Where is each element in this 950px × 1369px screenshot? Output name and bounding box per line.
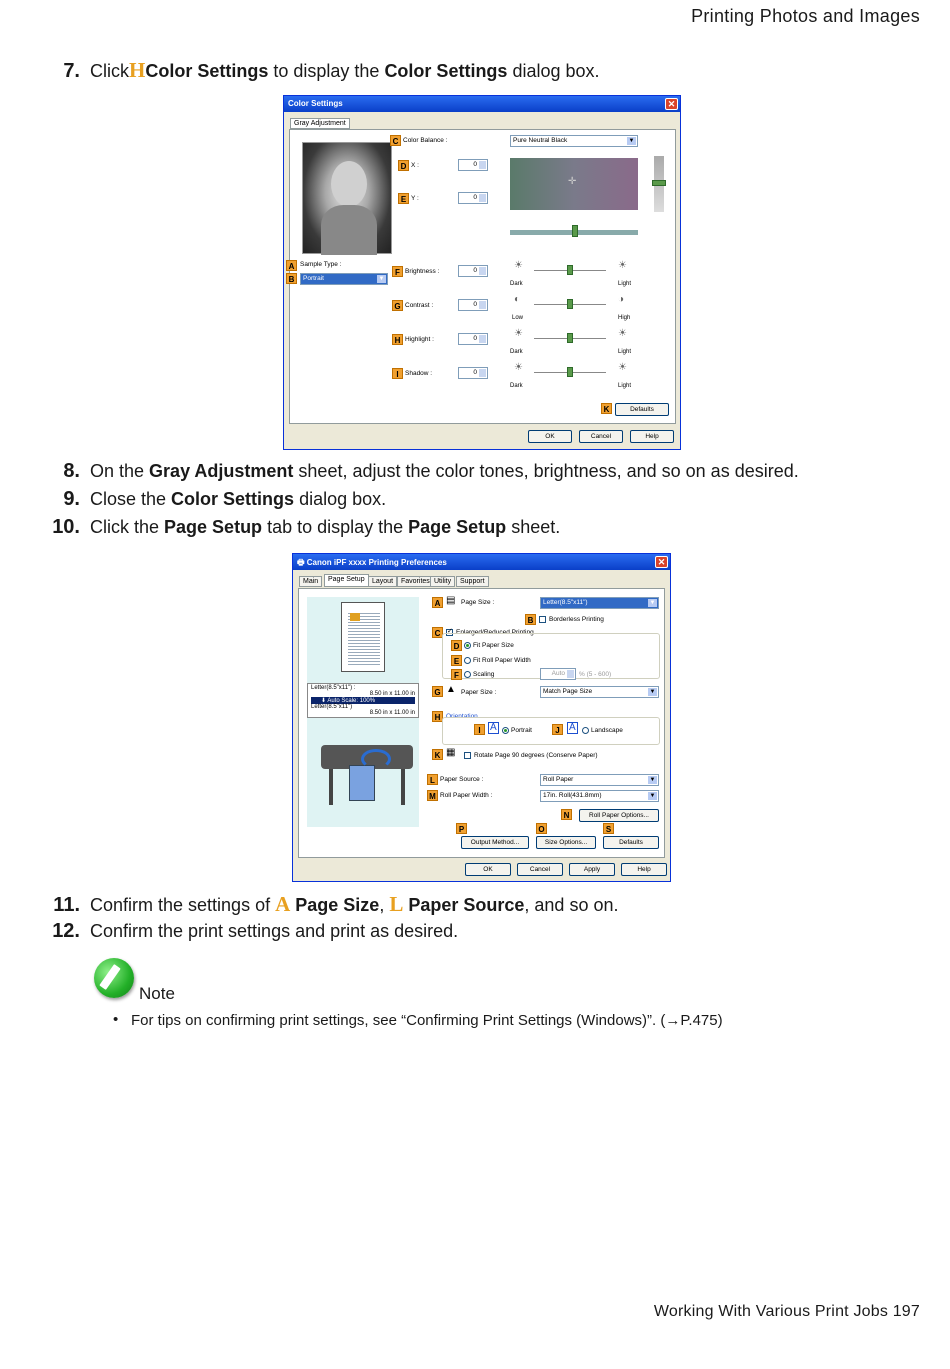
- badge-k: K: [432, 749, 443, 760]
- page-size-label: Page Size :: [461, 599, 495, 606]
- badge-g: G: [392, 300, 403, 311]
- portrait-radio[interactable]: [502, 727, 509, 734]
- note-bullet: •: [113, 1011, 119, 1028]
- step-7: [46, 58, 600, 83]
- ok-button[interactable]: OK: [528, 430, 572, 443]
- badge-n: N: [561, 809, 572, 820]
- tab-utility[interactable]: Utility: [430, 576, 455, 587]
- page-size-icon: ▤: [446, 595, 456, 606]
- vertical-slider[interactable]: [654, 156, 664, 212]
- sun-icon: ☀: [514, 362, 523, 373]
- step-bold: Paper Source: [403, 895, 525, 915]
- step-11: [46, 892, 618, 917]
- step-text: Click the: [90, 517, 165, 537]
- contrast-label: Contrast :: [405, 302, 434, 309]
- printer-illustration: [321, 745, 413, 807]
- callout-mark: H: [129, 58, 146, 82]
- tab-gray-adjustment[interactable]: Gray Adjustment: [290, 118, 350, 129]
- size-options-button[interactable]: Size Options...: [536, 836, 596, 849]
- roll-width-select[interactable]: 17in. Roll(431.8mm) ▼: [540, 790, 659, 802]
- tab-page-setup[interactable]: Page Setup: [324, 574, 369, 587]
- paper-size-label: Paper Size :: [461, 689, 497, 696]
- sun-icon: ☀: [618, 260, 627, 271]
- step-text: , and so on.: [524, 895, 619, 915]
- badge-h: H: [392, 334, 403, 345]
- step-bold: Color Settings: [145, 61, 269, 81]
- light-label: Light: [618, 349, 632, 355]
- step-text: ,: [379, 895, 390, 915]
- brightness-slider[interactable]: [567, 265, 573, 275]
- defaults-button[interactable]: Defaults: [615, 403, 669, 416]
- roll-paper-options-button[interactable]: Roll Paper Options...: [579, 809, 659, 822]
- badge-a: A: [432, 597, 443, 608]
- badge-c: C: [432, 627, 443, 638]
- badge-p: P: [456, 823, 467, 834]
- printer-icon: 🖶: [297, 558, 307, 567]
- paper-source-label: Paper Source :: [440, 776, 484, 783]
- step-number: 10.: [52, 516, 80, 538]
- highlight-spinner[interactable]: 0: [458, 333, 488, 345]
- dialog-title: Color Settings: [288, 99, 343, 108]
- orientation-label: Orientation: [446, 713, 478, 720]
- badge-i: I: [392, 368, 403, 379]
- sample-type-select[interactable]: Portrait ▼: [300, 273, 388, 285]
- brightness-spinner[interactable]: 0: [458, 265, 488, 277]
- step-bold: Page Setup: [164, 517, 263, 537]
- shadow-slider[interactable]: [567, 367, 573, 377]
- badge-d: D: [398, 160, 409, 171]
- contrast-spinner[interactable]: 0: [458, 299, 488, 311]
- preview-info: [307, 683, 419, 718]
- badge-e: E: [451, 655, 462, 666]
- badge-g: G: [432, 686, 443, 697]
- color-balance-label: Color Balance :: [403, 137, 448, 144]
- step-10: [46, 516, 560, 539]
- contrast-high-icon: ◑: [618, 294, 625, 305]
- roll-width-label: Roll Paper Width :: [440, 792, 493, 799]
- fit-paper-label: Fit Paper Size: [473, 642, 514, 649]
- arrow-down-icon: ⬇: [321, 698, 328, 704]
- step-number: 11.: [53, 894, 80, 916]
- preview-size-label: Letter(8.5"x11") :: [311, 685, 356, 691]
- step-text: Confirm the print settings and print as desired.: [90, 921, 459, 941]
- badge-e: E: [398, 193, 409, 204]
- preview-panel: [307, 597, 419, 827]
- badge-f: F: [451, 669, 462, 680]
- badge-d: D: [451, 640, 462, 651]
- badge-l: L: [427, 774, 438, 785]
- step-number: 12.: [52, 920, 80, 942]
- badge-b: B: [525, 614, 536, 625]
- step-number: 9.: [63, 488, 80, 510]
- dialog-title: Canon iPF xxxx Printing Preferences: [306, 558, 447, 567]
- chevron-down-icon: ▼: [649, 689, 656, 695]
- badge-s: S: [603, 823, 614, 834]
- badge-j: J: [552, 724, 563, 735]
- enlarged-label: Enlarged/Reduced Printing: [456, 629, 534, 636]
- sample-photo: [302, 142, 392, 254]
- badge-m: M: [427, 790, 438, 801]
- highlight-slider[interactable]: [567, 333, 573, 343]
- sun-icon: ☀: [514, 260, 523, 271]
- shadow-label: Shadow :: [405, 370, 433, 377]
- step-number: 7.: [63, 60, 80, 82]
- page-preview: [341, 602, 385, 672]
- step-8: [46, 460, 799, 483]
- step-bold: Page Setup: [408, 517, 507, 537]
- gray-adjustment-pane: [289, 129, 676, 424]
- color-settings-dialog: [283, 95, 681, 450]
- step-text: dialog box.: [294, 489, 387, 509]
- apply-button[interactable]: Apply: [569, 863, 615, 876]
- sun-icon: ☀: [618, 362, 627, 373]
- landscape-radio[interactable]: [582, 727, 589, 734]
- page-setup-pane: [298, 588, 665, 858]
- page-footer: Working With Various Print Jobs 197: [653, 1303, 920, 1320]
- badge-i: I: [474, 724, 485, 735]
- chevron-down-icon: ▼: [649, 793, 656, 799]
- preview-output-dimension: 8.50 in x 11.00 in: [369, 710, 415, 716]
- fit-roll-radio[interactable]: [464, 657, 471, 664]
- dark-label: Dark: [510, 281, 523, 287]
- help-button[interactable]: Help: [630, 430, 674, 443]
- auto-scale-label: Auto Scale: 100%: [327, 698, 376, 704]
- sun-icon: ☀: [618, 328, 627, 339]
- chevron-down-icon: ▼: [628, 138, 635, 144]
- cancel-button[interactable]: Cancel: [517, 863, 563, 876]
- running-header: Printing Photos and Images: [691, 6, 920, 26]
- step-bold: Color Settings: [171, 489, 295, 509]
- chevron-down-icon: ▼: [649, 777, 656, 783]
- horizontal-thumb[interactable]: [572, 225, 578, 237]
- fit-roll-label: Fit Roll Paper Width: [473, 657, 531, 664]
- crosshair-icon: ✛: [568, 176, 577, 187]
- step-text: tab to display the: [262, 517, 409, 537]
- sun-icon: ☀: [514, 328, 523, 339]
- step-text: Close the: [90, 489, 172, 509]
- paper-source-select[interactable]: Roll Paper ▼: [540, 774, 659, 786]
- step-text: On the: [90, 461, 150, 481]
- borderless-label: Borderless Printing: [549, 616, 604, 623]
- note-text: For tips on confirming print settings, see “Confirming Print Settings (Windows)”. (→P.475): [131, 1012, 723, 1029]
- ok-button[interactable]: OK: [465, 863, 511, 876]
- landscape-label: Landscape: [591, 727, 623, 734]
- step-text: sheet.: [506, 517, 561, 537]
- step-text: to display the: [268, 61, 385, 81]
- output-method-button[interactable]: Output Method...: [461, 836, 529, 849]
- tab-support[interactable]: Support: [456, 576, 489, 587]
- chevron-down-icon: ▼: [378, 276, 385, 282]
- badge-f: F: [392, 266, 403, 277]
- callout-mark: L: [389, 892, 404, 916]
- step-bold: Gray Adjustment: [149, 461, 294, 481]
- tab-main[interactable]: Main: [299, 576, 322, 587]
- low-label: Low: [512, 315, 524, 321]
- color-balance-select[interactable]: Pure Neutral Black ▼: [510, 135, 638, 147]
- chevron-down-icon: ▼: [649, 600, 656, 606]
- paper-size-icon: ▲: [446, 684, 456, 695]
- scaling-label: Scaling: [473, 671, 495, 678]
- portrait-label: Portrait: [511, 727, 532, 734]
- rotate-checkbox[interactable]: [464, 752, 471, 759]
- badge-c: C: [390, 135, 401, 146]
- contrast-slider[interactable]: [567, 299, 573, 309]
- note-pencil-icon: [94, 958, 134, 998]
- step-text: sheet, adjust the color tones, brightness, and so on as desired.: [293, 461, 799, 481]
- landscape-icon: A: [569, 722, 576, 733]
- contrast-low-icon: ◐: [514, 294, 521, 305]
- shadow-spinner[interactable]: 0: [458, 367, 488, 379]
- step-bold: Color Settings: [384, 61, 508, 81]
- sample-type-label: Sample Type :: [300, 261, 342, 268]
- dark-label: Dark: [510, 383, 523, 389]
- dialog-titlebar: [284, 96, 680, 112]
- light-label: Light: [618, 383, 632, 389]
- auto-scale-row: [311, 697, 415, 704]
- light-label: Light: [618, 281, 632, 287]
- scaling-spinner[interactable]: Auto: [540, 668, 576, 680]
- paper-size-select[interactable]: Match Page Size ▼: [540, 686, 659, 698]
- printing-preferences-dialog: [292, 553, 671, 882]
- dark-label: Dark: [510, 349, 523, 355]
- cancel-button[interactable]: Cancel: [579, 430, 623, 443]
- note-title: Note: [139, 984, 175, 1003]
- high-label: High: [618, 315, 631, 321]
- step-number: 8.: [63, 460, 80, 482]
- step-9: [46, 488, 386, 511]
- fit-paper-radio[interactable]: [464, 642, 471, 649]
- step-text: dialog box.: [507, 61, 600, 81]
- y-label: Y :: [411, 195, 419, 202]
- dialog-titlebar: [293, 554, 670, 570]
- highlight-label: Highlight :: [405, 336, 434, 343]
- step-text: Confirm the settings of: [90, 895, 276, 915]
- rotate-label: Rotate Page 90 degrees (Conserve Paper): [474, 752, 598, 759]
- step-12: [46, 920, 458, 943]
- step-bold: Page Size: [290, 895, 380, 915]
- defaults-button[interactable]: Defaults: [603, 836, 659, 849]
- tab-layout[interactable]: Layout: [368, 576, 397, 587]
- preview-output-label: Letter(8.5"x11"): [311, 704, 353, 710]
- color-balance-grid[interactable]: [510, 158, 638, 210]
- badge-o: O: [536, 823, 547, 834]
- badge-h: H: [432, 711, 443, 722]
- badge-k: K: [601, 403, 612, 414]
- step-text: Click: [90, 61, 129, 81]
- scaling-radio[interactable]: [464, 671, 471, 678]
- tab-favorites[interactable]: Favorites: [397, 576, 434, 587]
- portrait-icon: A: [490, 722, 497, 733]
- scaling-range: % (5 - 600): [579, 671, 612, 678]
- y-spinner[interactable]: 0: [458, 192, 488, 204]
- preview-dimension: 8.50 in x 11.00 in: [369, 691, 415, 697]
- close-icon[interactable]: ✕: [655, 556, 668, 568]
- badge-b: B: [286, 273, 297, 284]
- rotate-icon: ▦: [446, 747, 456, 758]
- callout-mark: A: [275, 892, 291, 916]
- help-button[interactable]: Help: [621, 863, 667, 876]
- enlarged-checkbox[interactable]: ✓: [447, 628, 453, 635]
- close-icon[interactable]: ✕: [665, 98, 678, 110]
- x-spinner[interactable]: 0: [458, 159, 488, 171]
- page-size-select[interactable]: Letter(8.5"x11") ▼: [540, 597, 659, 609]
- borderless-checkbox[interactable]: [539, 616, 546, 623]
- badge-a: A: [286, 260, 297, 271]
- brightness-label: Brightness :: [405, 268, 440, 275]
- x-label: X :: [411, 162, 419, 169]
